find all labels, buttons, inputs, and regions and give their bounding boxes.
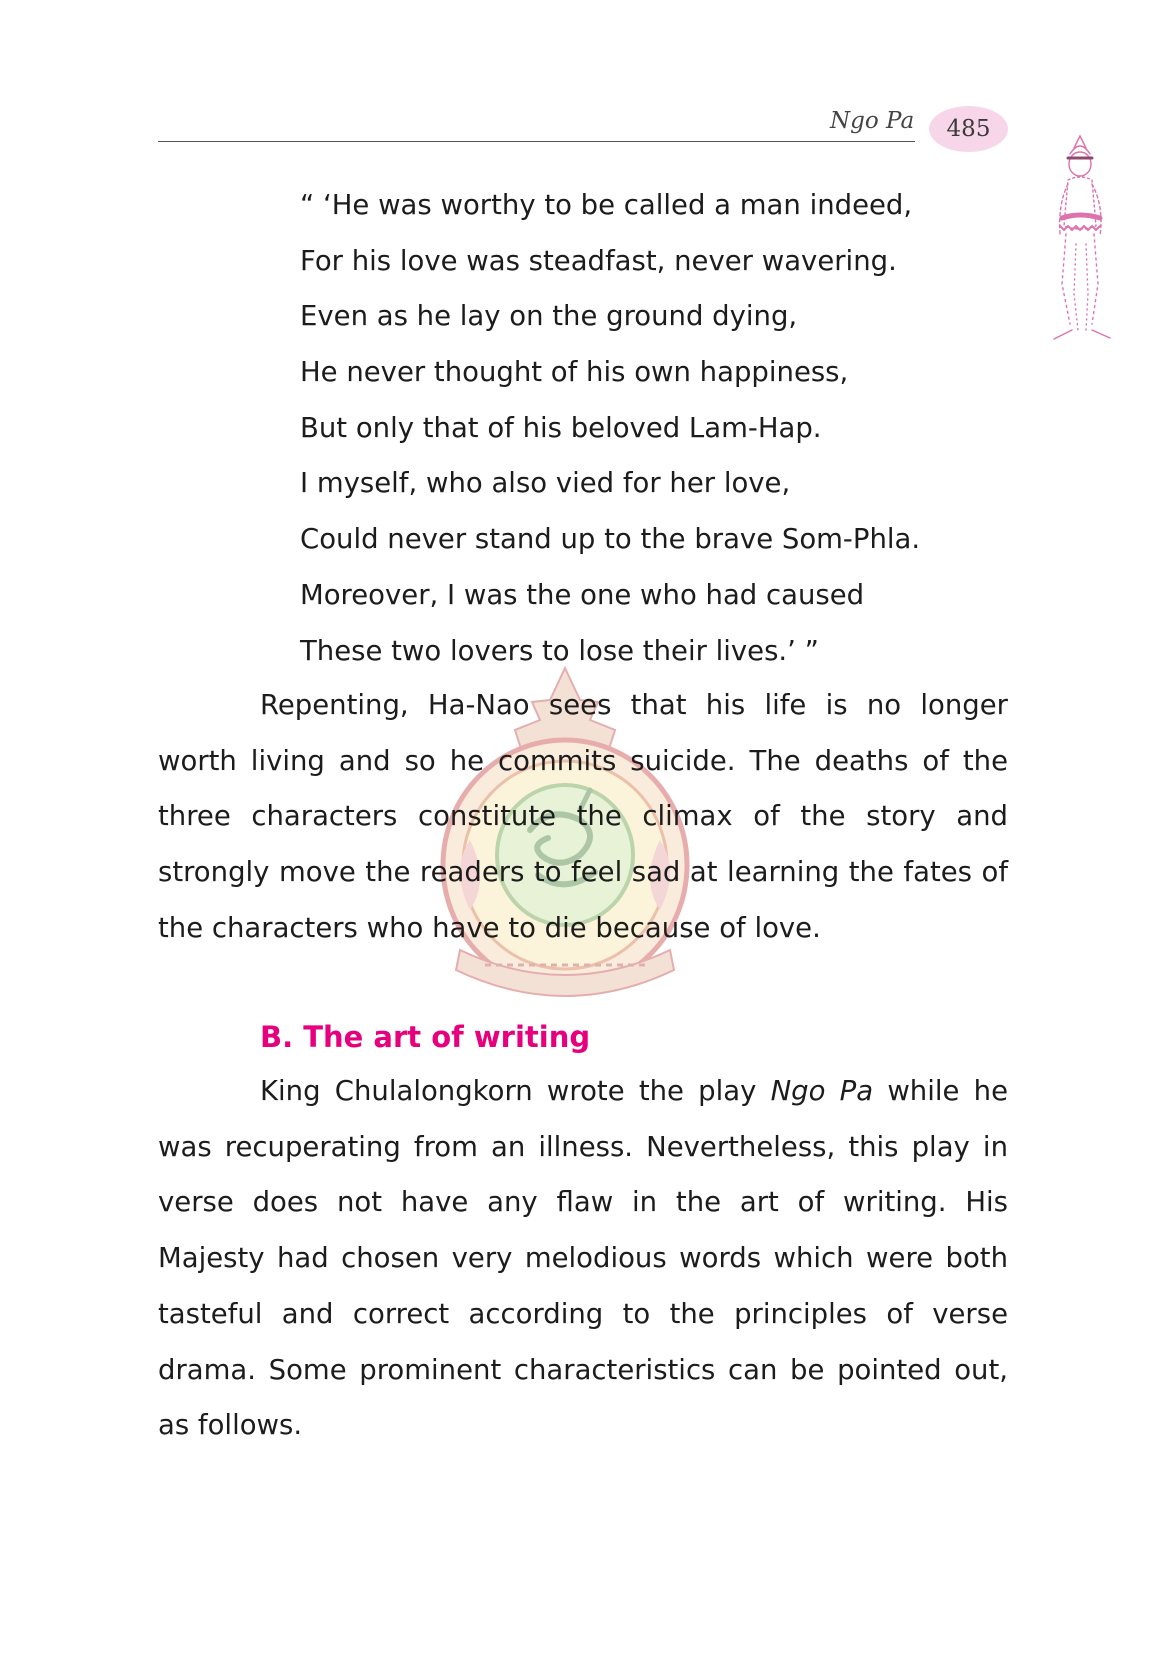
running-title: Ngo Pa bbox=[830, 108, 915, 134]
poem-line: Moreover, I was the one who had caused bbox=[300, 578, 865, 611]
poem-line: For his love was steadfast, never wavering. bbox=[300, 244, 897, 277]
poem-line: Could never stand up to the brave Som-Phla. bbox=[300, 523, 921, 556]
poem-line: I myself, who also vied for her love, bbox=[300, 467, 791, 500]
poem-line: He never thought of his own happiness, bbox=[300, 356, 849, 389]
poem-stanza bbox=[300, 178, 920, 679]
section-heading: B. The art of writing bbox=[260, 1020, 591, 1054]
body-paragraph-2 bbox=[158, 1064, 1008, 1454]
header-rule bbox=[158, 141, 915, 142]
page-number: 485 bbox=[946, 116, 991, 142]
poem-line: But only that of his beloved Lam-Hap. bbox=[300, 411, 822, 444]
play-title: Ngo Pa bbox=[770, 1075, 874, 1107]
poem-line: These two lovers to lose their lives.’ ” bbox=[300, 634, 819, 667]
paragraph-text: King Chulalongkorn wrote the play bbox=[260, 1075, 771, 1107]
paragraph-text: while he was recuperating from an illness. Nevertheless, this play in verse does not have any flaw in the art of writing. His Majesty had chosen very melodious words which were both tasteful and correct according to the principles of verse drama. Some prominent characteristics can be pointed out, as follows. bbox=[158, 1075, 1008, 1442]
body-paragraph-1: Repenting, Ha-Nao sees that his life is no longer worth living and so he commits suicide. The deaths of the three characters constitute the climax of the story and strongly move the readers to feel sad at learning the fates of the characters who have to die because of love. bbox=[158, 689, 1008, 944]
dancer-figure-icon bbox=[1040, 134, 1120, 346]
poem-line: Even as he lay on the ground dying, bbox=[300, 300, 798, 333]
poem-line: “ ‘He was worthy to be called a man indeed, bbox=[300, 189, 913, 221]
page-number-badge bbox=[929, 106, 1008, 152]
